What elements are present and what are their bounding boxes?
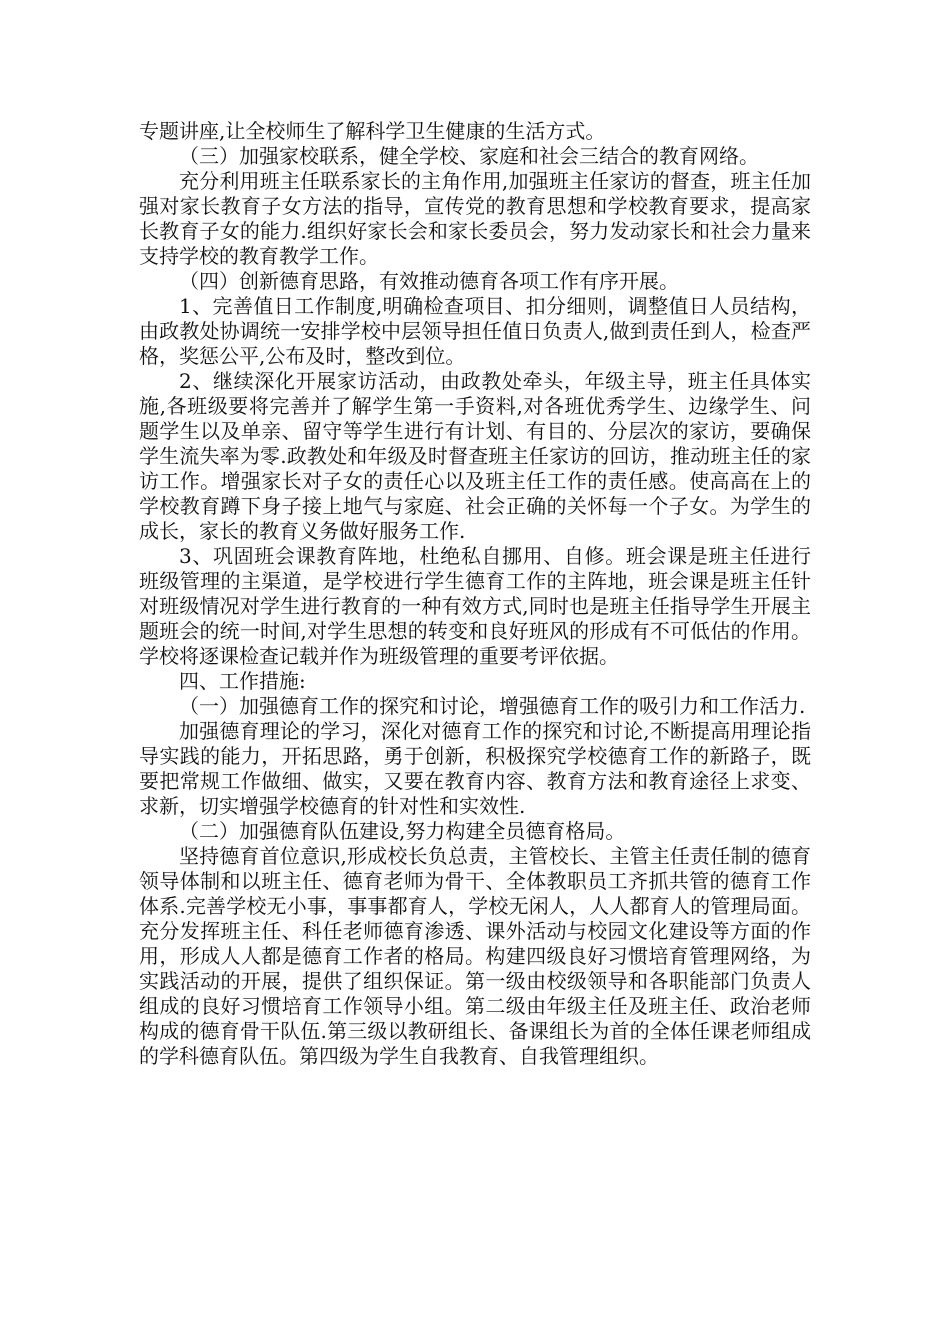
section-heading-1: （一）加强德育工作的探究和讨论，增强德育工作的吸引力和工作活力.: [179, 694, 806, 718]
paragraph: 充分利用班主任联系家长的主角作用,加强班主任家访的督查，班主任加强对家长教育子女方法的指导，宣传党的教育思想和学校教育要求，提高家长教育子女的能力.组织好家长会和家长委员会，努力发动家长和社会力量来支持学校的教育教学工作。: [139, 169, 811, 268]
list-item: 3、巩固班会课教育阵地，杜绝私自挪用、自修。班会课是班主任进行班级管理的主渠道，是学校进行学生德育工作的主阵地，班会课是班主任针对班级情况对学生进行教育的一种有效方式,同时也是班主任指导学生开展主题班会的统一时间,对学生思想的转变和良好班风的形成有不可低估的作用。学校将逐课检查记载并作为班级管理的重要考评依据。: [139, 544, 811, 668]
paragraph: 坚持德育首位意识,形成校长负总责，主管校长、主管主任责任制的德育领导体制和以班主任、德育老师为骨干、全体教职员工齐抓共管的德育工作体系.完善学校无小事，事事都育人，学校无闲人，人人都育人的管理局面。充分发挥班主任、科任老师德育渗透、课外活动与校园文化建设等方面的作用，形成人人都是德育工作者的格局。构建四级良好习惯培育管理网络，为实践活动的开展，提供了组织保证。第一级由校级领导和各职能部门负责人组成的良好习惯培育工作领导小组。第二级由年级主任及班主任、政治老师构成的德育骨干队伍.第三级以教研组长、备课组长为首的全体任课老师组成的学科德育队伍。第四级为学生自我教育、自我管理组织。: [139, 844, 811, 1068]
section-heading-measures: 四、工作措施:: [179, 669, 306, 693]
list-item: 2、继续深化开展家访活动，由政教处牵头，年级主导，班主任具体实施,各班级要将完善并了解学生第一手资料,对各班优秀学生、边缘学生、问题学生以及单亲、留守等学生进行有计划、有目的、分层次的家访，要确保学生流失率为零.政教处和年级及时督查班主任家访的回访，推动班主任的家访工作。增强家长对子女的责任心以及班主任工作的责任感。使高高在上的学校教育蹲下身子接上地气与家庭、社会正确的关怀每一个子女。为学生的成长，家长的教育义务做好服务工作.: [139, 369, 811, 543]
document-page: [139, 119, 811, 1069]
paragraph: 专题讲座,让全校师生了解科学卫生健康的生活方式。: [139, 119, 606, 143]
section-heading-3: （三）加强家校联系，健全学校、家庭和社会三结合的教育网络。: [179, 144, 759, 168]
section-heading-2: （二）加强德育队伍建设,努力构建全员德育格局。: [179, 819, 626, 843]
section-heading-4: （四）创新德育思路，有效推动德育各项工作有序开展。: [179, 269, 679, 293]
list-item: 1、完善值日工作制度,明确检查项目、扣分细则，调整值日人员结构，由政教处协调统一安排学校中层领导担任值日负责人,做到责任到人，检查严格，奖惩公平,公布及时，整改到位。: [139, 294, 811, 368]
paragraph: 加强德育理论的学习，深化对德育工作的探究和讨论,不断提高用理论指导实践的能力，开拓思路，勇于创新，积极探究学校德育工作的新路子，既要把常规工作做细、做实，又要在教育内容、教育方法和教育途径上求变、求新，切实增强学校德育的针对性和实效性.: [139, 719, 811, 818]
